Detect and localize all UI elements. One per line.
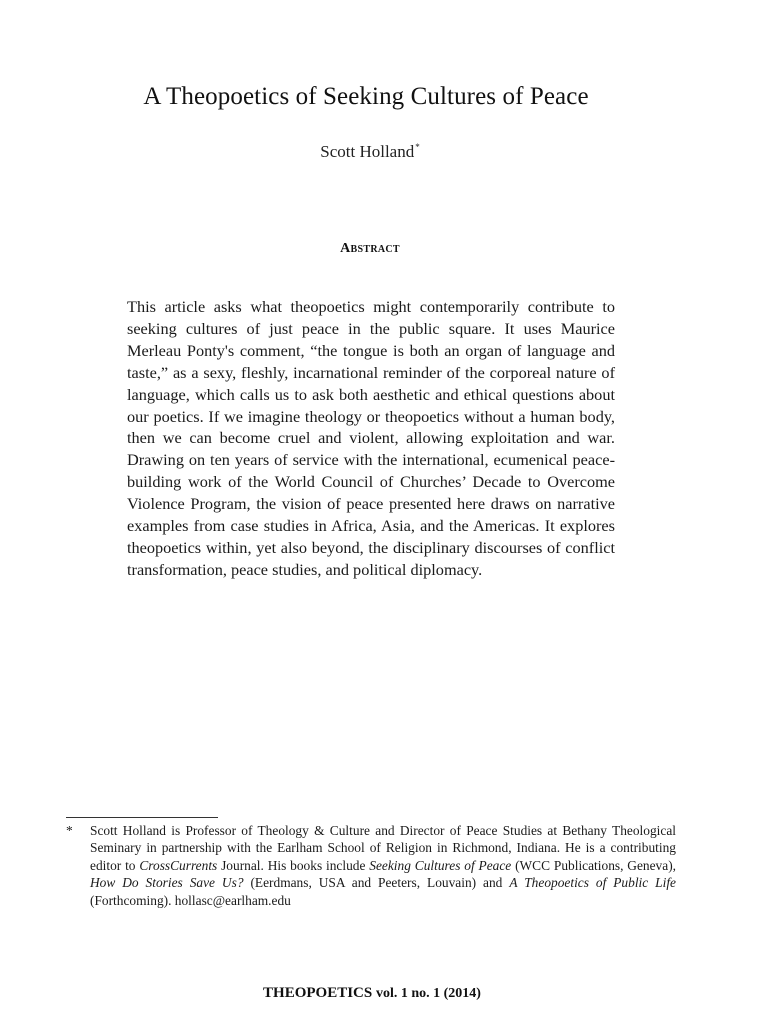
- author-line: [0, 142, 740, 162]
- author-footnote-mark[interactable]: *: [415, 142, 420, 153]
- footnote-marker: *: [66, 823, 73, 838]
- abstract-paragraph: This article asks what theopoetics might contemporarily contribute to seeking cultures of just peace in the public square. It uses Maurice Merleau Ponty's comment, “the tongue is both an organ of language and taste,” as a sexy, fleshly, incarnational reminder of the corporeal nature of language, which calls us to ask both aesthetic and ethical questions about our poetics. If we imagine theology or theopoetics without a human body, then we can become cruel and violent, allowing exploitation and war. Drawing on ten years of service with the international, ecumenical peace-building work of the World Council of Churches’ Decade to Overcome Violence Program, the vision of peace presented here draws on narrative examples from case studies in Africa, Asia, and the Americas. It explores theopoetics within, yet also beyond, the disciplinary discourses of conflict transformation, peace studies, and political diplomacy.: [127, 297, 615, 579]
- footnote-text-part3: (WCC Publications, Geneva),: [511, 857, 676, 873]
- journal-issue: vol. 1 no. 1 (2014): [375, 986, 481, 1001]
- journal-name: CrossCurrents: [139, 857, 218, 873]
- journal-name-footer: THEOPOETICS: [263, 985, 373, 1001]
- book-title-3: A Theopoetics of Public Life: [509, 875, 676, 891]
- footnote-rule: [66, 817, 218, 818]
- footnote-text-part1: Scott Holland is Professor of Theology & Culture and Director of Peace Studies at Bethany Theological Seminary in partnership with the Earlham School of Religion in Richmond, Indiana. He is a contributing editor to: [90, 823, 676, 873]
- abstract-body: [127, 296, 615, 581]
- abstract-heading: Abstract: [340, 241, 400, 256]
- footnote-text: [90, 822, 676, 909]
- footnote: [66, 822, 676, 909]
- author-name: Scott Holland: [320, 142, 415, 161]
- footnote-text-part4: (Eerdmans, USA and Peeters, Louvain) and: [243, 875, 510, 891]
- journal-footer: [0, 985, 744, 1002]
- footnote-text-part5: (Forthcoming). hollasc@earlham.edu: [90, 892, 291, 908]
- book-title-2: How Do Stories Save Us?: [90, 875, 244, 891]
- article-title: A Theopoetics of Seeking Cultures of Peace: [143, 82, 589, 110]
- footnote-text-part2: Journal. His books include: [217, 857, 370, 873]
- book-title-1: Seeking Cultures of Peace: [369, 857, 512, 873]
